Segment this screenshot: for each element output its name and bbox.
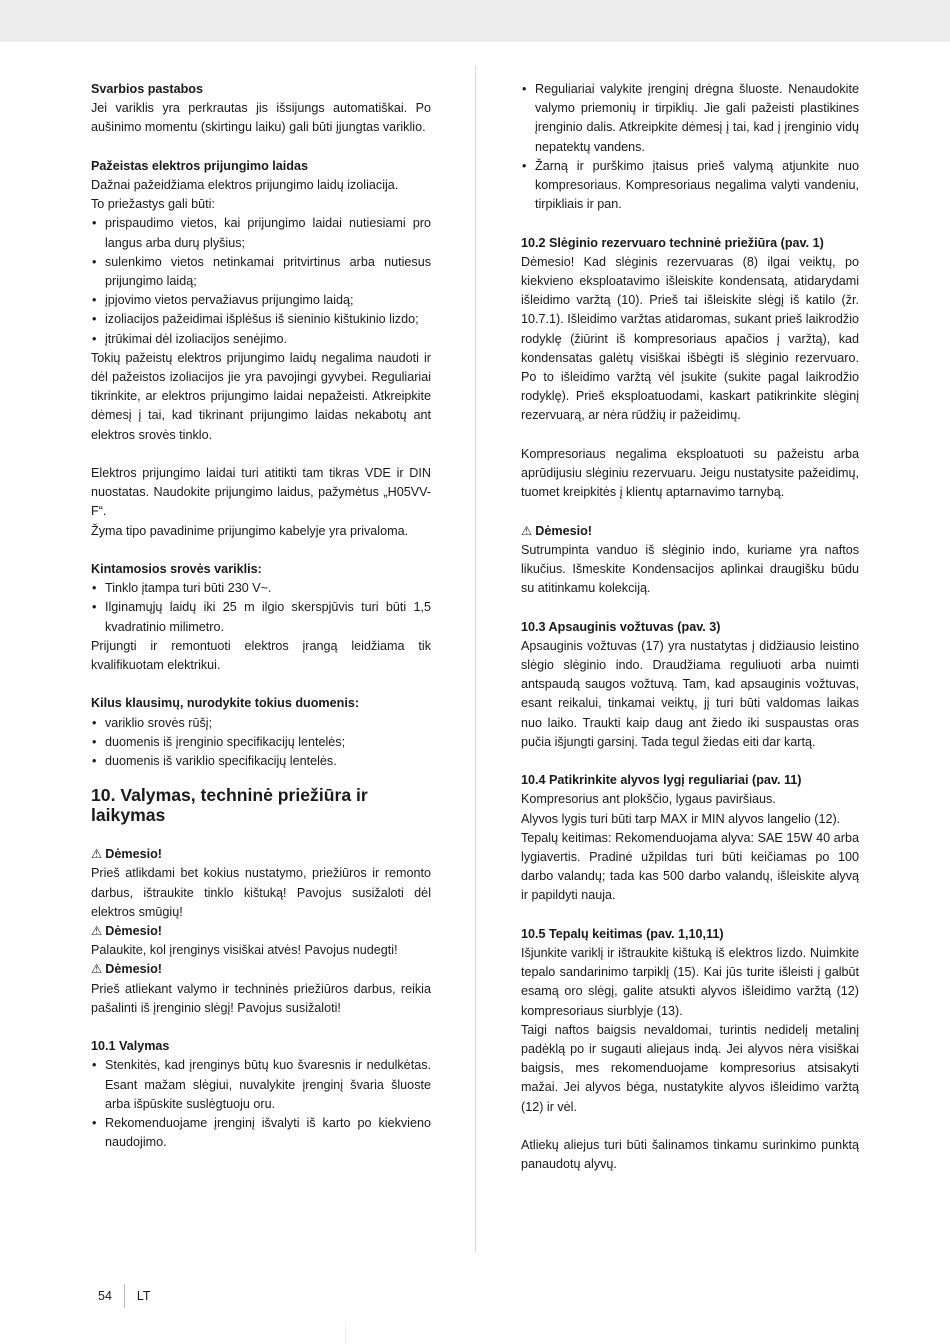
heading-oil-change: 10.5 Tepalų keitimas (pav. 1,10,11)	[521, 926, 724, 941]
bullet-list	[91, 579, 431, 637]
page-footer	[98, 1284, 151, 1308]
bullet-list	[521, 80, 859, 214]
list-item: • variklio srovės rūšį;	[91, 714, 431, 733]
heading-oil-level: 10.4 Patikrinkite alyvos lygį reguliariai (pav. 11)	[521, 773, 802, 788]
warning-heading: ⚠ Dėmesio!	[91, 847, 162, 862]
bullet-list	[91, 214, 431, 348]
list-item: • izoliacijos pažeidimai išplėšus iš sieninio kištukinio lizdo;	[91, 310, 431, 329]
list-item: • sulenkimo vietos netinkamai pritvirtinus arba nutiesus prijungimo laidą;	[91, 253, 431, 291]
paragraph: Prijungti ir remontuoti elektros įrangą leidžiama tik kvalifikuotam elektrikui.	[91, 638, 431, 673]
left-column	[91, 80, 431, 1152]
paragraph: Dažnai pažeidžiama elektros prijungimo laidų izoliacija.	[91, 178, 399, 192]
bottom-mark	[345, 1322, 346, 1344]
list-item: • duomenis iš įrenginio specifikacijų lentelės;	[91, 733, 431, 752]
list-item: • duomenis iš variklio specifikacijų lentelės.	[91, 752, 431, 771]
paragraph: Išjunkite variklį ir ištraukite kištuką iš elektros lizdo. Nuimkite tepalo sandarinimo tarpiklį (15). Kai jūs turite išleisti į galbūt esamą oro slėgį, galite atsukti alyvos išleidimo varžtą (12) kompresoriaus siurblyje (13).	[521, 946, 859, 1018]
list-item: • Žarną ir purškimo įtaisus prieš valymą atjunkite nuo kompresoriaus. Kompresoriaus negalima valyti vandeniu, tirpikliais ir pan.	[521, 157, 859, 215]
right-column	[521, 80, 859, 1174]
heading-damaged-cable: Pažeistas elektros prijungimo laidas	[91, 158, 308, 173]
list-item: • Reguliariai valykite įrenginį drėgna šluoste. Nenaudokite valymo priemonių ir tirpiklių. Jie gali pažeisti plastikines įrenginio dalis. Atkreipkite dėmesį į tai, kad į įrenginio vidų nepatektų vandens.	[521, 80, 859, 157]
list-item: • įpjovimo vietos pervažiavus prijungimo laidą;	[91, 291, 431, 310]
warning-icon: ⚠	[521, 523, 533, 538]
paragraph: Kompresoriaus negalima eksploatuoti su pažeistu arba aprūdijusiu slėginiu rezervuaru. Jeigu nustatysite pažeidimų, tuomet kreipkitės į klientų aptarnavimo tarnybą.	[521, 446, 859, 500]
top-bar	[0, 0, 950, 42]
list-item: • Tinklo įtampa turi būti 230 V~.	[91, 579, 431, 598]
list-item: • įtrūkimai dėl izoliacijos senėjimo.	[91, 330, 431, 349]
heading-cleaning: 10.1 Valymas	[91, 1039, 170, 1054]
paragraph: Kompresorius ant plokščio, lygaus paviršiaus.	[521, 792, 776, 807]
paragraph: Palaukite, kol įrenginys visiškai atvės! Pavojus nudegti!	[91, 943, 398, 958]
heading-important-notes: Svarbios pastabos	[91, 82, 203, 96]
warning-heading: ⚠ Dėmesio!	[91, 962, 162, 977]
warning-heading: ⚠ Dėmesio!	[91, 924, 162, 939]
paragraph: Atliekų aliejus turi būti šalinamos tinkamu surinkimo punktą panaudotų alyvų.	[521, 1138, 859, 1172]
paragraph: Elektros prijungimo laidai turi atitikti tam tikras VDE ir DIN nuostatas. Naudokite prijungimo laidus, pažymėtus „H05VV-F“.	[91, 466, 431, 519]
warning-heading: ⚠ Dėmesio!	[521, 523, 592, 538]
bullet-list	[91, 1056, 431, 1152]
list-item: • Stenkitės, kad įrenginys būtų kuo švaresnis ir nedulkėtas. Esant mažam slėgiui, nuvalykite įrenginį švaria šluoste arba išpūskite suslėgtuoju oru.	[91, 1056, 431, 1114]
paragraph: Apsauginis vožtuvas (17) yra nustatytas į didžiausio leistino slėgio slėginio indo. Draudžiama reguliuoti arba nuimti antspaudą saugos vožtuvą. Tam, kad apsauginis vožtuvas, esant reikalui, tinkamai veiktų, jį turi būti valdomas laikas nuo laiko. Traukti kaip daug ant žiedo iki suspaustas oras pučia išjungti garsinį. Tada tegul žiedas eiti dar kartą.	[521, 638, 859, 749]
heading-ac-motor: Kintamosios srovės variklis:	[91, 562, 262, 577]
footer-separator	[124, 1284, 125, 1308]
warning-icon: ⚠	[91, 847, 103, 862]
paragraph: Sutrumpinta vanduo iš slėginio indo, kuriame yra naftos likučius. Išmeskite Kondensacijos aplinkai draugišku būdu su atitinkamu kolekciją.	[521, 542, 859, 596]
paragraph: To priežastys gali būti:	[91, 197, 215, 212]
warning-icon: ⚠	[91, 924, 103, 939]
bullet-list	[91, 714, 431, 772]
language-code: LT	[136, 1289, 151, 1303]
paragraph: Prieš atliekant valymo ir techninės priežiūros darbus, reikia pašalinti iš įrenginio slėgį! Pavojus susižaloti!	[91, 981, 431, 1015]
column-divider	[475, 66, 476, 1252]
list-item: • Ilginamųjų laidų iki 25 m ilgio skerspjūvis turi būti 1,5 kvadratinio milimetro.	[91, 598, 431, 636]
paragraph: Tokių pažeistų elektros prijungimo laidų negalima naudoti ir dėl pažeistos izoliacijos jie yra pavojingi gyvybei. Reguliariai tikrinkite, ar elektros prijungimo laidai nepažeisti. Atkreipkite dėmesį į tai, kad tikrinant prijungimo laidas nekabotų ant elektros srovės tinklo.	[91, 350, 431, 442]
heading-safety-valve: 10.3 Apsauginis vožtuvas (pav. 3)	[521, 619, 721, 634]
paragraph: Žyma tipo pavadinime prijungimo kabelyje yra privaloma.	[91, 523, 409, 538]
paragraph: Taigi naftos baigsis nevaldomai, turintis nedidelį metalinį padėklą po ir sugauti aliejaus indą. Jei alyvos nėra visiškai baigsis, mes rekomenduojame kompresorius atsisakyti mažai. Jei alyvos bėga, nustatykite alyvos išleidimo varžtą (12) ir vėl.	[521, 1022, 859, 1114]
list-item: • prispaudimo vietos, kai prijungimo laidai nutiesiami pro langus arba durų plyšius;	[91, 214, 431, 252]
chapter-title: 10. Valymas, techninė priežiūra ir laikymas	[91, 785, 368, 826]
heading-questions: Kilus klausimų, nurodykite tokius duomenis:	[91, 696, 360, 711]
heading-pressure-tank: 10.2 Slėginio rezervuaro techninė priežiūra (pav. 1)	[521, 235, 824, 250]
paragraph: Tepalų keitimas: Rekomenduojama alyva: SAE 15W 40 arba lygiavertis. Pradinė užpildas turi būti keičiamas po 100 darbo valandų; tada kas 500 darbo valandų, išleiskite alyvą ir papildyti nauja.	[521, 830, 859, 903]
paragraph: Jei variklis yra perkrautas jis išsijungs automatiškai. Po aušinimo momentu (skirtingu laiku) gali būti įjungtas variklio.	[91, 101, 431, 135]
paragraph: Alyvos lygis turi būti tarp MAX ir MIN alyvos langelio (12).	[521, 811, 841, 826]
page-number: 54	[98, 1289, 112, 1303]
warning-icon: ⚠	[91, 962, 103, 977]
list-item: • Rekomenduojame įrenginį išvalyti iš karto po kiekvieno naudojimo.	[91, 1114, 431, 1152]
paragraph: Prieš atlikdami bet kokius nustatymo, priežiūros ir remonto darbus, ištraukite tinklo kištuką! Pavojus susižaloti dėl elektros smūgių!	[91, 866, 431, 919]
paragraph: Dėmesio! Kad slėginis rezervuaras (8) ilgai veiktų, po kiekvieno eksploatavimo išleiskite kondensatą, atidarydami išleidimo varžtą (10). Prieš tai išleiskite slėgį iš katilo (žr. 10.7.1). Išleidimo varžtas atidaromas, sukant prieš laikrodžio rodyklę (žiūrint iš kompresoriaus apačios į varžtą), kad kondensatas galėtų visiškai išbėgti iš slėginio rezervuaro. Po to išleidimo varžtą vėl įsukite (sukite pagal laikrodžio rodyklę). Prieš eksploatuodami, kaskart patikrinkite slėginį rezervuarą, ar nėra rūdžių ir pažeidimų.	[521, 254, 859, 423]
